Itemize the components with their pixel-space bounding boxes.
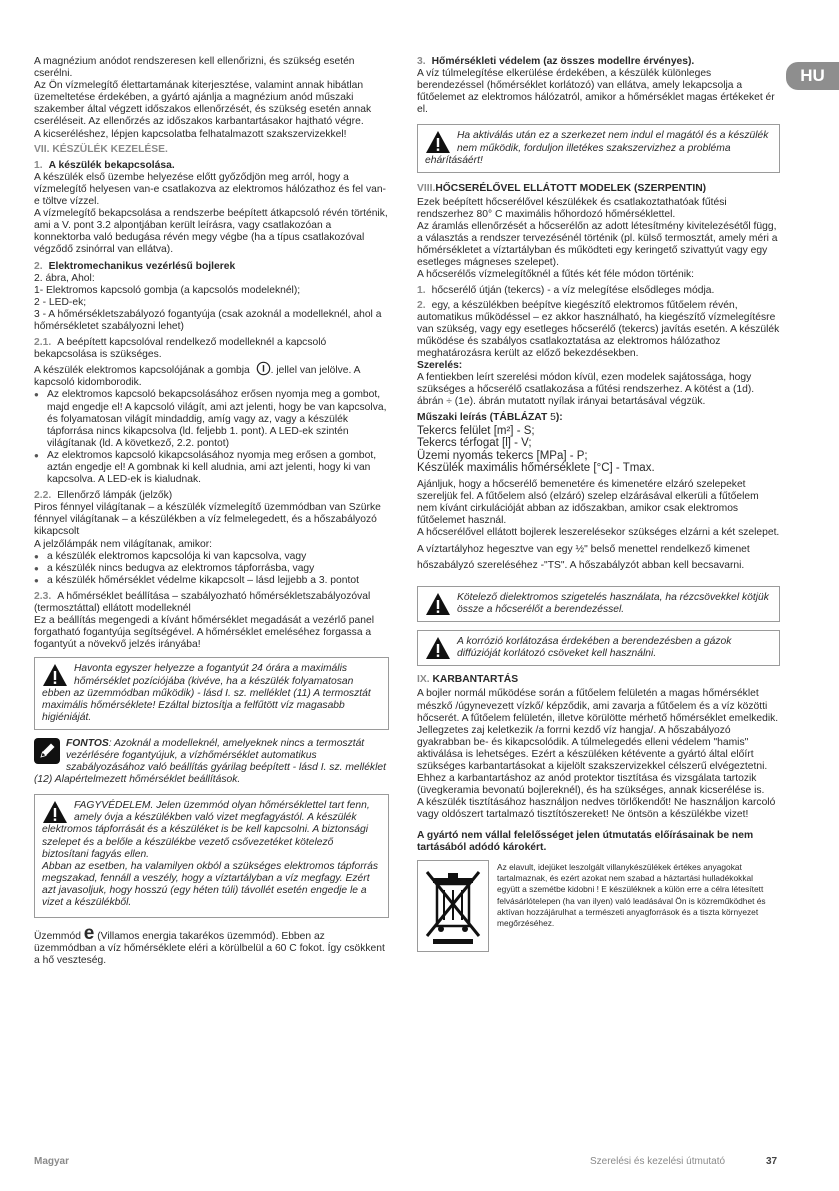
bullet-item: ● Az elektromos kapcsoló kikapcsolásához nyomja meg erősen a gombot, aztán engedje el! A gombnak ki kell aludnia, ami azt jelenti, hogy ki van kapcsolva. A LED-ek is kialudnak. <box>34 450 389 486</box>
subsection-heading: 1. A készülék bekapcsolása. <box>34 159 175 171</box>
tech-heading: Műszaki leírás (TÁBLÁZAT 5): <box>417 412 563 424</box>
paragraph: A fentiekben leírt szerelési módon kívül, ezen modelek sajátossága, hogy szükséges a hőcserélő csatlakozása a fűtési rendszerhez. A kötést a (1d). ábrán ÷ (1e). ábrán mutatott nyílak irányai betartásával végzük. <box>417 372 755 408</box>
paragraph: Ez a beállítás megengedi a kívánt hőmérséklet megadását a vezérlő panel forgatható fogantyúja segítségével. A hőmérséklet emeléséhez forgassa a fogantyút a növekvő jelzés irányába! <box>34 615 374 651</box>
paragraph: Az áramlás ellenőrzését a hőcserélőn az adott létesítmény kivitelezésétől függ, a választás a rendszer tervezésénél történik (pl. külső termosztát, amely méri a hőmérsékletet a víztartályban és működteti egy keringető szivattyút vagy egy esetleges mágneses szelepet). <box>417 221 778 269</box>
paragraph: A víztartályhoz hegesztve van egy ½" belső menettel rendelkező kimenet hőszabályzó szereléséhez -"TS". A hőszabályzót abban kell becsavarni. <box>417 544 750 571</box>
paragraph: A vízmelegítő bekapcsolása a rendszerbe beépített átkapcsoló révén történik, ami a V. pont 3.2 alpontjában került leírásra, vagy csatlakozóan a konnektorba való bedugása révén megy végbe (ha a típus csatlakozóval végződő zsinórral van ellátva). <box>34 208 388 256</box>
list-line: 2. ábra, Ahol: <box>34 272 95 284</box>
paragraph: Üzemmód e (Villamos energia takarékos üzemmód). Ebben az üzemmódban a víz hőmérséklete eléri a körülbelül a 60 C fokot. Így csökkent a hő veszteség. <box>34 923 385 967</box>
warning-icon <box>425 130 451 154</box>
intro-paragraph: A magnézium anódot rendszeresen kell ellenőrizni, és szükség esetén cserélni. <box>34 56 355 80</box>
warning-box <box>417 630 780 666</box>
paragraph: Ezek beépített hőcserélővel készülékek és csatlakoztathatóak fűtési rendszerhez 80° C maximális hőhordozó hőmérséklettel. <box>417 196 727 220</box>
warning-text: Havonta egyszer helyezze a fogantyút 24 órára a maximális hőmérséklet pozíciójába (kivéve, ha a készülék folyamatosan ebben az üzemmódban működik) - lásd I. sz. melléklet (11) A termosztát maximális hőmérséklete! Ezáltal biztosítja a felfűtött víz magasabb higiéniáját. <box>42 663 371 723</box>
section-heading: VIII.HŐCSERÉLŐVEL ELLÁTOTT MODELEK (SZERPENTIN) <box>417 182 707 194</box>
section-heading: IX. KARBANTARTÁS <box>417 674 519 686</box>
list-line: 3 - A hőmérsékletszabályozó fogantyúja (csak azoknál a modelleknél, ahol a hőmérsékletet szabályozni lehet) <box>34 308 382 332</box>
pencil-icon <box>34 738 60 764</box>
crossed-bin-icon <box>423 866 483 946</box>
paragraph: Piros fénnyel világítanak – a készülék vízmelegítő üzemmódban van Szürke fénnyel világítanak – a készülékben a víz felmelegedett, és a hőszabályozó kikapcsolt <box>34 502 381 538</box>
warning-icon <box>42 663 68 687</box>
tech-row: Üzemi nyomás tekercs [MPa] - P; <box>417 449 588 462</box>
note-block <box>34 738 389 786</box>
warning-box <box>34 657 389 729</box>
paragraph: A készülék tisztításához használjon nedves törlőkendőt! Ne használjon karcoló vagy oldószert tartalmazó tisztítószereket! Ne öntsön a készülékbe vizet! <box>417 797 776 821</box>
warning-box <box>417 124 780 172</box>
paragraph: A hőcserélővel ellátott bojlerek leszerelésekor szükséges elzárni a két szelepet. <box>417 526 780 538</box>
note-label: FONTOS <box>66 737 109 749</box>
paragraph: A jelzőlámpák nem világítanak, amikor: <box>34 538 212 550</box>
numbered-item: 2. egy, a készülékben beépítve kiegészítő elektromos fűtőelem révén, automatikus működéssel – ez akkor használható, ha kiegészítő vízmelegítésre van szükség, vagy egy esetleges hőcserélő (tekercs) javítás esetén. A készülék működése és szabályos csatlakoztatása az elektromos hálózathoz meghatározásra került az előző bekezdésekben. <box>417 299 780 359</box>
eco-mode-icon: e <box>83 923 95 945</box>
bullet-item: ● a készülék hőmérséklet védelme kikapcsolt – lásd lejjebb a 3. pontot <box>34 575 389 587</box>
subsection-heading: 2.1. A beépített kapcsolóval rendelkező modelleknél a kapcsoló bekapcsolása is szükséges. <box>34 337 327 361</box>
left-column <box>34 56 389 967</box>
paragraph: A hőcserélős vízmelegítőknél a fűtés két féle módon történik: <box>417 269 695 281</box>
paragraph: A készülék első üzembe helyezése előtt győződjön meg arról, hogy a vízmelegítő helyesen van-e csatlakozva az elektromos hálózathoz és fel van-e töltve vízzel. <box>34 171 386 208</box>
paragraph: A bojler normál működése során a fűtőelem felületén a magas hőmérséklet mészkő /úgynevezett vízkő/ képződik, ami zavarja a fűtőelem és a víz közötti hőcserét. A fűtőelem felületén, illetve körülötte mérhető hőmérséklet emelkedik. Jellegzetes zaj keletkezik /a forrni kezdő víz hangja/. A hőszabályozó gyakrabban be- és kikapcsolódik. A túlmelegedés elleni védelem "hamis" aktiválása is lehetséges. Ezért a készüléken kétévente a gyártó által előírt szükséges karbantartásokat a kijelölt szakszervizekkel célszerű elvégeztetni. Ehhez a karbantartáshoz az anód protektor tisztítása és vizsgálata tartozik (üvegkeramia bevonatú bojlereknél), és ha szükséges, annak kicserélése is. <box>417 688 779 797</box>
list-line: 2 - LED-ek; <box>34 296 87 308</box>
tech-row: Készülék maximális hőmérséklete [°C] - Tmax. <box>417 462 655 475</box>
tech-row: Tekercs térfogat [l] - V; <box>417 437 532 450</box>
warning-icon <box>42 800 68 824</box>
numbered-item: 1. hőcserélő útján (tekercs) - a víz melegítése elsődleges módja. <box>417 284 715 296</box>
right-column <box>417 56 780 952</box>
liability-note: A gyártó nem vállal felelősséget jelen útmutatás előírásainak be nem tartásából adódó károkért. <box>417 829 754 853</box>
warning-text: A korrózió korlátozása érdekében a berendezésben a gázok diffúzióját korlátozó csöveket kell használni. <box>457 636 732 660</box>
warning-text: FAGYVÉDELEM. Jelen üzemmód olyan hőmérséklettel tart fenn, amely óvja a készülékben való vizet megfagyástól. A készülék elektromos tápforrását és a készüléket is be kell kapcsolni. A biztonsági szelepet és a belőle a készülékbe vezető csővezetéket kötelező biztosítani fagyás ellen. <box>42 800 370 860</box>
list-line: 1- Elektromos kapcsoló gombja (a kapcsolós modeleknél); <box>34 284 301 296</box>
page-number: 37 <box>766 1156 778 1167</box>
warning-box <box>34 794 389 918</box>
section-heading: VII. KÉSZÜLÉK KEZELÉSE. <box>34 143 168 155</box>
bullet-item: ● a készülék elektromos kapcsolója ki van kapcsolva, vagy <box>34 551 389 563</box>
paragraph: A víz túlmelegítése elkerülése érdekében, a készülék különleges berendezéssel (hőmérséklet korlátozó) van ellátva, amely lekapcsolja a fűtőelemet az elektromos hálózatról, amikor a hőmérséklet magas értékeket ér el. <box>417 68 775 116</box>
label: Szerelés: <box>417 360 463 372</box>
warning-box <box>417 586 780 622</box>
weee-icon-frame <box>417 860 489 952</box>
language-tab: HU <box>786 62 839 90</box>
subsection-heading: 2. Elektromechanikus vezérlésű bojlerek <box>34 260 236 272</box>
weee-text: Az elavult, idejüket leszolgált villanykészülékek értékes anyagokat tartalmaznak, és ezért azokat nem szabad a háztartási hulladékokkal együtt a szemétbe kidobni ! E készüléknek a külön erre a célra létesített felvásárlótelepen (ha van ilyen) való leadásával Ön is közreműködhet és aktívan hozzájárulhat a természeti anyagforrások és a tiszta környezet megőrzéséhez. <box>497 861 766 929</box>
subsection-heading: 3. Hőmérsékleti védelem (az összes modellre érvényes). <box>417 56 695 67</box>
subsection-heading: 2.3. A hőmérséklet beállítása – szabályozható hőmérsékletszabályozóval (termosztáttal) ellátott modelleknél <box>34 590 371 615</box>
weee-block <box>417 860 780 952</box>
warning-icon <box>425 592 451 616</box>
subsection-heading: 2.2. Ellenőrző lámpák (jelzők) <box>34 490 173 502</box>
warning-text: Ha aktiválás után ez a szerkezet nem indul el magától és a készülék nem működik, forduljon illetékes szakszervizhez a probléma ehárításáért! <box>425 130 769 166</box>
footer-doc-title: Szerelési és kezelési útmutató <box>590 1156 726 1167</box>
intro-paragraph: A kicseréléshez, lépjen kapcsolatba felhatalmazott szakszervizekkel! <box>34 128 347 140</box>
power-icon <box>256 361 271 376</box>
bullet-item: ● Az elektromos kapcsoló bekapcsolásához erősen nyomja meg a gombot, majd engedje el! A kapcsoló világít, ami azt jelenti, hogy be van kapcsolva, és folyamatosan világít mindaddig, amíg vagy az, vagy a készülék tápforrása nincs kikapcsolva (ld. feljebb 1. pont). A LED-ek szintén világítanak (ld. A következő, 2.2. pontot) <box>34 389 389 449</box>
warning-icon <box>425 636 451 660</box>
intro-paragraph: Az Ön vízmelegítő élettartamának kiterjesztése, valamint annak hibátlan üzemeltetése érdekében, a gyártó ajánlja a magnézium anód műszaki szakember által végzett időszakos ellenőrzését, és szükség esetén annak cseréléseit. Az ellenőrzés az időszakos karbantartásakor hajtható végre. <box>34 80 372 128</box>
footer-language: Magyar <box>34 1156 70 1167</box>
paragraph: A készülék elektromos kapcsolójának a gombja . jellel van jelölve. A kapcsoló kidomborodik. <box>34 361 389 389</box>
warning-text: Abban az esetben, ha valamilyen okból a szükséges elektromos tápforrás megszakad, fennáll a veszély, hogy a víztartályban a víz megfagy. Ezért azt javasoljuk, hogy hosszú (egy héten túli) távollét esetén engedje le a vizet a készülékből. <box>42 860 378 908</box>
warning-text: Kötelező dielektromos szigetelés használata, ha rézcsövekkel kötjük össze a hőcserélőt a berendezéssel. <box>457 592 769 616</box>
tech-row: Tekercs felület [m²] - S; <box>417 424 535 437</box>
bullet-item: ● a készülék nincs bedugva az elektromos tápforrásba, vagy <box>34 563 389 575</box>
paragraph: Ajánljuk, hogy a hőcserélő bemenetére és kimenetére elzáró szelepeket szereljük fel. A fűtőelem alsó (elzáró) szelep elzárásával elkerüli a fűtőelem nem kívánt cirkulációját abban az időszakban, amikor csak elektromos fűtőelemet használ. <box>417 478 759 526</box>
note-text: : Azoknál a modelleknél, amelyeknek nincs a termosztát vezérlésére fogantyújuk, a vízhőmérséklet automatikus szabályozásához való beállítás gyárilag beépített - lásd I. sz. melléklet (12) Alapértelmezett hőmérséklet beállítások. <box>34 737 386 786</box>
